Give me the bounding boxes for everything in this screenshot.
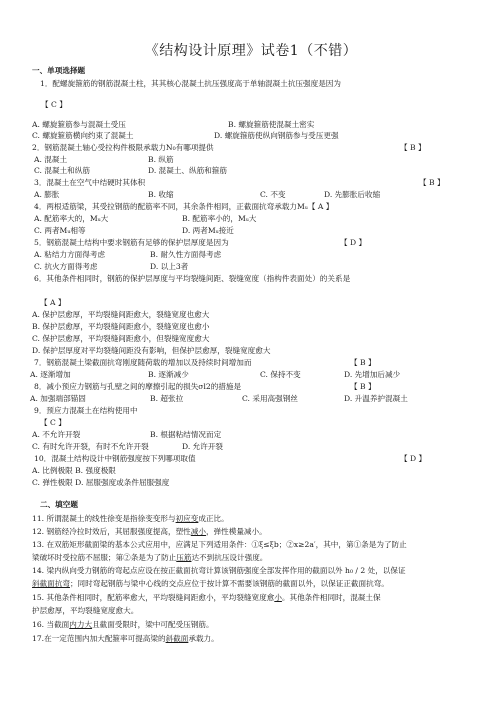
q14-text-post: ；同时弯起钢筋与梁中心线的交点应位于按计算不需要该钢筋的截面以外，以保证正截面抗弯。	[69, 579, 389, 588]
q1-option-b: B. 螺旋箍筋使混凝土密实	[228, 120, 315, 129]
q8-option-d: D. 升温养护混凝土	[344, 394, 408, 403]
q13-blank: 压筋	[176, 553, 192, 562]
q10-stem: 10．混凝土结构设计中钢筋强度按下列哪项取值	[34, 454, 196, 463]
q10-option-ab: A. 比例极限 B. 强度极限	[32, 466, 116, 475]
q15-line2: 护层愈厚，平均裂缝宽度愈大。	[32, 606, 139, 615]
q9-option-c: C. 有时允许开裂，有时不允许开裂	[32, 442, 149, 451]
q12-text-post: ，弹性模量减小。	[205, 527, 267, 536]
q10-answer: 【 D 】	[400, 454, 427, 463]
q14-blank: 斜截面抗弯	[32, 579, 70, 588]
q2-answer: 【 B 】	[400, 143, 426, 152]
q13-line2	[32, 553, 267, 563]
q5-stem: 5．钢筋混凝土结构中要求钢筋有足够的保护层厚度是因为	[34, 238, 229, 247]
q3-answer: 【 B 】	[419, 178, 445, 187]
q8-stem: 8．减小预应力钢筋与孔壁之间的摩擦引起的损失σl2的措施是	[34, 382, 242, 391]
q14-line2	[32, 579, 389, 589]
q5-option-a: A. 粘结力方面得考虑	[34, 250, 106, 259]
q2-option-c: C. 混凝土和纵筋	[34, 166, 90, 175]
q16	[32, 620, 214, 630]
q3-stem: 3．混凝土在空气中结硬时其体积	[34, 178, 146, 187]
page-title: 《结构设计原理》试卷1（不错）	[144, 43, 358, 59]
q1-option-d: D. 螺旋箍筋使纵向钢筋参与受压更强	[214, 131, 339, 140]
q5-answer: 【 D 】	[340, 238, 367, 247]
q12-text-pre: 12. 钢筋经冷拉时效后，其屈服强度提高，塑性	[32, 527, 191, 536]
q3-option-a: A. 膨胀	[34, 190, 60, 199]
q6-option-c: C. 保护层愈厚，平均裂缝间距愈小，但裂缝宽度愈大	[32, 334, 210, 343]
q10-option-cd: C. 弹性极限 D. 屈服强度或条件屈服强度	[32, 478, 170, 487]
q17-text-pre: 17.在一定范围内加大配箍率可提高梁的	[32, 634, 166, 643]
q3-option-d: D. 先膨胀后收缩	[324, 190, 381, 199]
q8-option-a: A. 加强端部锚固	[30, 394, 86, 403]
q11-text-post: 成正比。	[198, 514, 229, 523]
q8-option-b: B. 超张拉	[150, 394, 184, 403]
q1-stem: 1．配螺旋箍筋的钢筋混凝土柱，其其核心混凝土抗压强度高于单轴混凝土抗压强度是因为	[40, 79, 341, 88]
q13-text-post: 达不到抗压设计强度。	[191, 553, 268, 562]
q7-option-c: C. 保持不变	[260, 370, 301, 379]
q4-stem: 4．两根适筋梁，其受拉钢筋的配筋率不同，其余条件相同，正截面抗弯承载力Mᵤ【 A 】	[34, 202, 334, 211]
q16-text-post: 且截面受限时，梁中可配受压钢筋。	[92, 620, 214, 629]
q5-option-b: B. 耐久性方面得考虑	[150, 250, 222, 259]
q4-option-a: A. 配筋率大的，Mᵤ大	[34, 214, 109, 223]
q9-option-d: D. 允许开裂	[182, 442, 224, 451]
q9-answer: 【 C 】	[40, 418, 66, 427]
q15-text-pre: 15. 其他条件相同时，配筋率愈大，平均裂缝间距愈小，平均裂缝宽度愈	[32, 593, 275, 602]
q13-line1: 13. 在双筋矩形截面梁的基本公式应用中，应满足下列适用条件：①ξ≤ξb；②x≥2a′，其中，第①条是为了防止	[32, 540, 407, 549]
q3-option-c: C. 不变	[260, 190, 286, 199]
q15-text-post: 。其他条件相同时，混凝土保	[281, 593, 381, 602]
section-heading-fill: 二、填空题	[40, 500, 78, 509]
q1-answer: 【 C 】	[41, 100, 67, 109]
q17	[32, 634, 219, 644]
q13-text-pre: 梁破坏时受拉筋不屈服；第②条是为了防止	[32, 553, 177, 562]
q15-blank: 小	[274, 593, 282, 602]
q11-blank: 初应变	[175, 514, 199, 523]
q6-answer: 【 A 】	[40, 298, 66, 307]
q8-option-c: C. 采用高强钢丝	[242, 394, 298, 403]
q14-line1: 14. 梁内纵向受力钢筋的弯起点应设在按正截面抗弯计算该钢筋强度全部发挥作用的截面以外 h₀ / 2 处，以保证	[32, 566, 406, 575]
q15-line1	[32, 593, 381, 603]
q6-stem: 6．其他条件相同时，钢筋的保护层厚度与平均裂缝间距、裂缝宽度（指构件表面处）的关系是	[34, 274, 351, 283]
q9-stem: 9．预应力混凝土在结构使用中	[34, 406, 138, 415]
q4-option-c: C. 两者Mᵤ相等	[34, 226, 86, 235]
q9-option-b: B. 根据粘结情况而定	[150, 430, 222, 439]
q16-text-pre: 16. 当截面	[32, 620, 70, 629]
q7-option-d: D. 先增加后减少	[344, 370, 401, 379]
q4-option-d: D. 两者Mᵤ接近	[182, 226, 234, 235]
q6-option-b: B. 保护层愈厚，平均裂缝间距愈小，裂缝宽度也愈小	[32, 322, 210, 331]
q17-blank: 斜截面	[165, 634, 189, 643]
q2-option-d: D. 混凝土、纵筋和箍筋	[148, 166, 227, 175]
q12	[32, 527, 267, 537]
q3-option-b: B. 收缩	[148, 190, 174, 199]
section-heading-choice: 一、单项选择题	[32, 66, 86, 75]
q16-blank: 内力大	[69, 620, 93, 629]
q6-option-d: D. 保护层厚度对平均裂缝间距没有影响，但保护层愈厚，裂缝宽度愈大	[32, 346, 271, 355]
q6-option-a: A. 保护层愈厚，平均裂缝间距愈大，裂缝宽度也愈大	[32, 310, 210, 319]
q4-option-b: B. 配筋率小的，Mᵤ大	[182, 214, 257, 223]
q11	[32, 514, 229, 524]
q5-option-d: D. 以上3者	[150, 262, 189, 271]
q9-option-a: A. 不允许开裂	[32, 430, 81, 439]
q1-option-a: A. 螺旋箍筋参与混凝土受压	[32, 120, 126, 129]
q1-option-c: C. 螺旋箍筋横向约束了混凝土	[32, 131, 134, 140]
q5-option-c: C. 抗火方面得考虑	[34, 262, 98, 271]
q11-text-pre: 11. 所谓混凝土的线性徐变是指徐变变形与	[32, 514, 176, 523]
q12-blank: 减小	[190, 527, 206, 536]
q2-option-b: B. 纵筋	[148, 155, 174, 164]
q8-answer: 【 B 】	[350, 382, 376, 391]
q2-option-a: A. 混凝土	[34, 155, 68, 164]
q17-text-post: 承载力。	[188, 634, 219, 643]
q7-stem: 7．钢筋混凝土梁截面抗弯刚度随荷载的增加以及持续时间增加而	[34, 358, 252, 367]
q7-option-b: B. 逐渐减少	[148, 370, 189, 379]
q2-stem: 2．钢筋混凝土轴心受拉构件极限承载力N₀有哪项提供	[32, 143, 214, 152]
q7-option-a: A. 逐渐增加	[30, 370, 71, 379]
q7-answer: 【 B 】	[350, 358, 376, 367]
